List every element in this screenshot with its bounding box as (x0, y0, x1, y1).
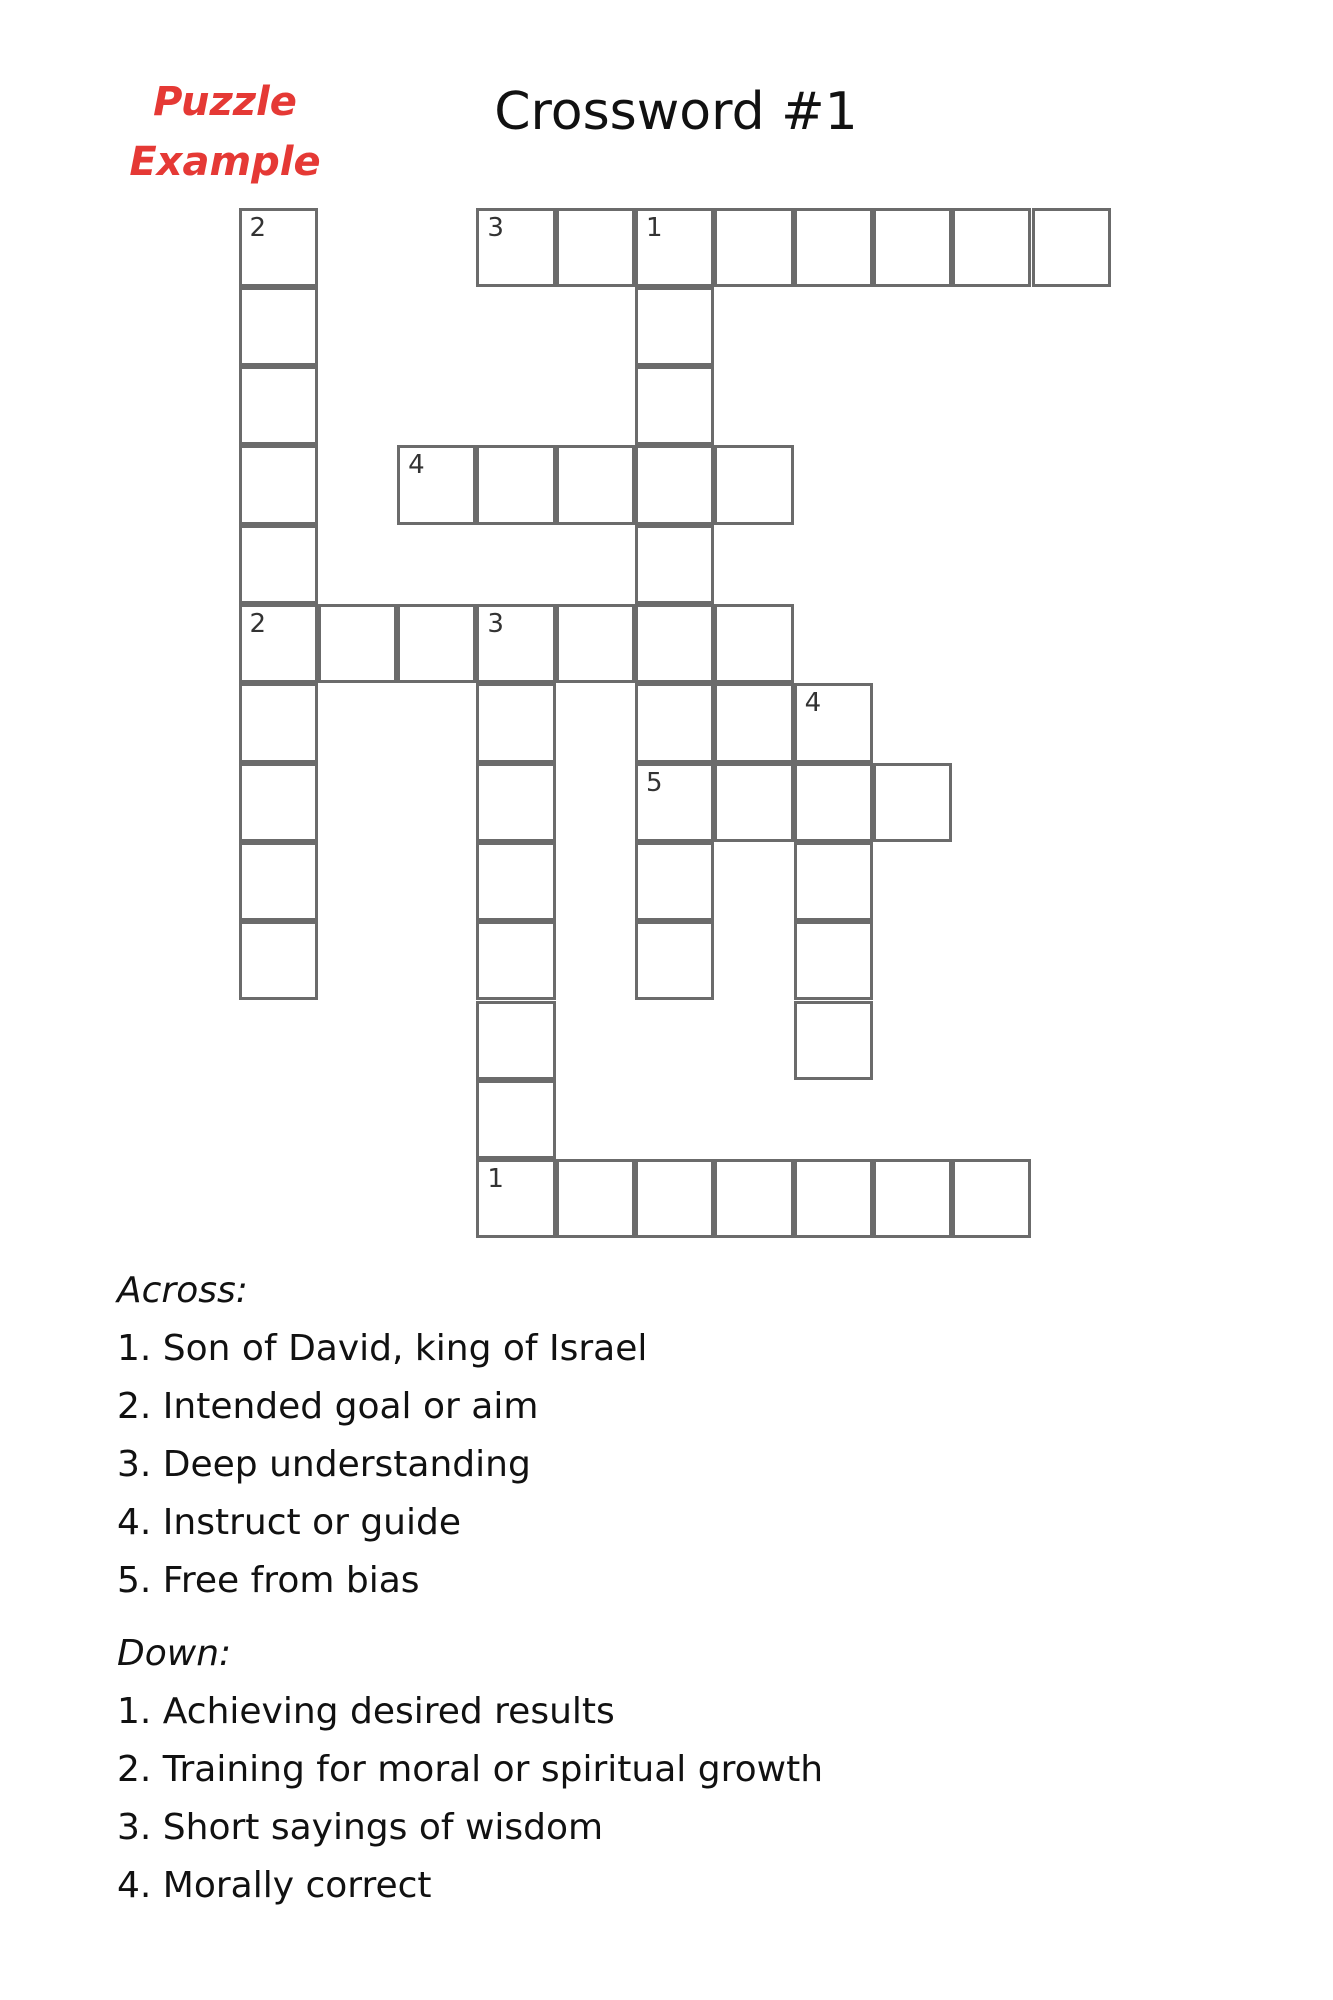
crossword-cell[interactable] (714, 683, 793, 762)
crossword-cell[interactable] (476, 1001, 555, 1080)
clue-number: 2 (249, 212, 267, 243)
clue-number: 4 (408, 450, 425, 481)
crossword-cell[interactable] (635, 1159, 714, 1238)
crossword-cell[interactable] (397, 604, 476, 683)
down-clues (117, 1625, 823, 1915)
clue-number: 1 (646, 212, 663, 243)
crossword-cell[interactable] (635, 287, 714, 366)
crossword-cell[interactable] (714, 208, 793, 287)
crossword-cell[interactable] (476, 763, 555, 842)
crossword-cell[interactable] (635, 366, 714, 445)
across-clue: 2. Intended goal or aim (117, 1386, 539, 1427)
across-clue: 4. Instruct or guide (117, 1502, 462, 1543)
crossword-cell[interactable] (794, 842, 873, 921)
crossword-cell[interactable] (794, 683, 873, 762)
crossword-cell[interactable] (476, 842, 555, 921)
crossword-cell[interactable] (397, 445, 476, 524)
crossword-cell[interactable] (794, 921, 873, 1000)
crossword-cell[interactable] (239, 525, 318, 604)
crossword-cell[interactable] (556, 208, 635, 287)
down-clue: 2. Training for moral or spiritual growth (117, 1749, 824, 1790)
crossword-cell[interactable] (873, 208, 952, 287)
crossword-cell[interactable] (476, 1080, 555, 1159)
crossword-cell[interactable] (239, 842, 318, 921)
crossword-cell[interactable] (952, 1159, 1031, 1238)
puzzle-example-label-line1: Puzzle (153, 79, 297, 125)
crossword-cell[interactable] (239, 287, 318, 366)
crossword-cell[interactable] (714, 1159, 793, 1238)
page-title: Crossword #1 (494, 82, 858, 142)
crossword-cell[interactable] (635, 763, 714, 842)
crossword-cell[interactable] (794, 1001, 873, 1080)
clue-number: 1 (487, 1164, 504, 1195)
crossword-cell[interactable] (873, 1159, 952, 1238)
across-clue: 3. Deep understanding (117, 1444, 531, 1485)
crossword-cell[interactable] (714, 763, 793, 842)
across-heading: Across: (117, 1270, 248, 1311)
crossword-cell[interactable] (714, 445, 793, 524)
clue-number: 3 (487, 212, 504, 243)
crossword-cell[interactable] (794, 1159, 873, 1238)
crossword-cell[interactable] (239, 604, 318, 683)
crossword-cell[interactable] (239, 763, 318, 842)
clue-number: 5 (646, 767, 663, 798)
crossword-cell[interactable] (794, 208, 873, 287)
clue-number: 3 (487, 609, 504, 639)
crossword-cell[interactable] (635, 604, 714, 683)
down-heading: Down: (117, 1633, 232, 1674)
crossword-cell[interactable] (635, 921, 714, 1000)
crossword-cell[interactable] (476, 208, 555, 287)
crossword-cell[interactable] (635, 445, 714, 524)
crossword-cell[interactable] (239, 921, 318, 1000)
crossword-cell[interactable] (952, 208, 1031, 287)
crossword-cell[interactable] (239, 208, 318, 287)
crossword-cell[interactable] (1032, 208, 1111, 287)
puzzle-example-label-line2: Example (129, 139, 321, 185)
down-clue: 1. Achieving desired results (117, 1691, 615, 1732)
crossword-cell[interactable] (794, 763, 873, 842)
crossword-cell[interactable] (476, 921, 555, 1000)
across-clues (117, 1262, 647, 1610)
crossword-cell[interactable] (635, 683, 714, 762)
crossword-cell[interactable] (635, 842, 714, 921)
crossword-cell[interactable] (556, 1159, 635, 1238)
down-clue: 4. Morally correct (117, 1865, 432, 1906)
crossword-cell[interactable] (476, 604, 555, 683)
crossword-cell[interactable] (873, 763, 952, 842)
crossword-cell[interactable] (239, 366, 318, 445)
crossword-cell[interactable] (239, 445, 318, 524)
clue-number: 4 (804, 688, 822, 719)
across-clue: 1. Son of David, king of Israel (117, 1328, 648, 1369)
crossword-cell[interactable] (635, 208, 714, 287)
crossword-cell[interactable] (635, 525, 714, 604)
crossword-cell[interactable] (476, 1159, 555, 1238)
crossword-cell[interactable] (556, 445, 635, 524)
crossword-cell[interactable] (239, 683, 318, 762)
across-clue: 5. Free from bias (117, 1560, 420, 1601)
crossword-cell[interactable] (556, 604, 635, 683)
crossword-cell[interactable] (714, 604, 793, 683)
clue-number: 2 (249, 609, 267, 639)
crossword-cell[interactable] (476, 445, 555, 524)
down-clue: 3. Short sayings of wisdom (117, 1807, 604, 1848)
crossword-cell[interactable] (318, 604, 397, 683)
crossword-cell[interactable] (476, 683, 555, 762)
